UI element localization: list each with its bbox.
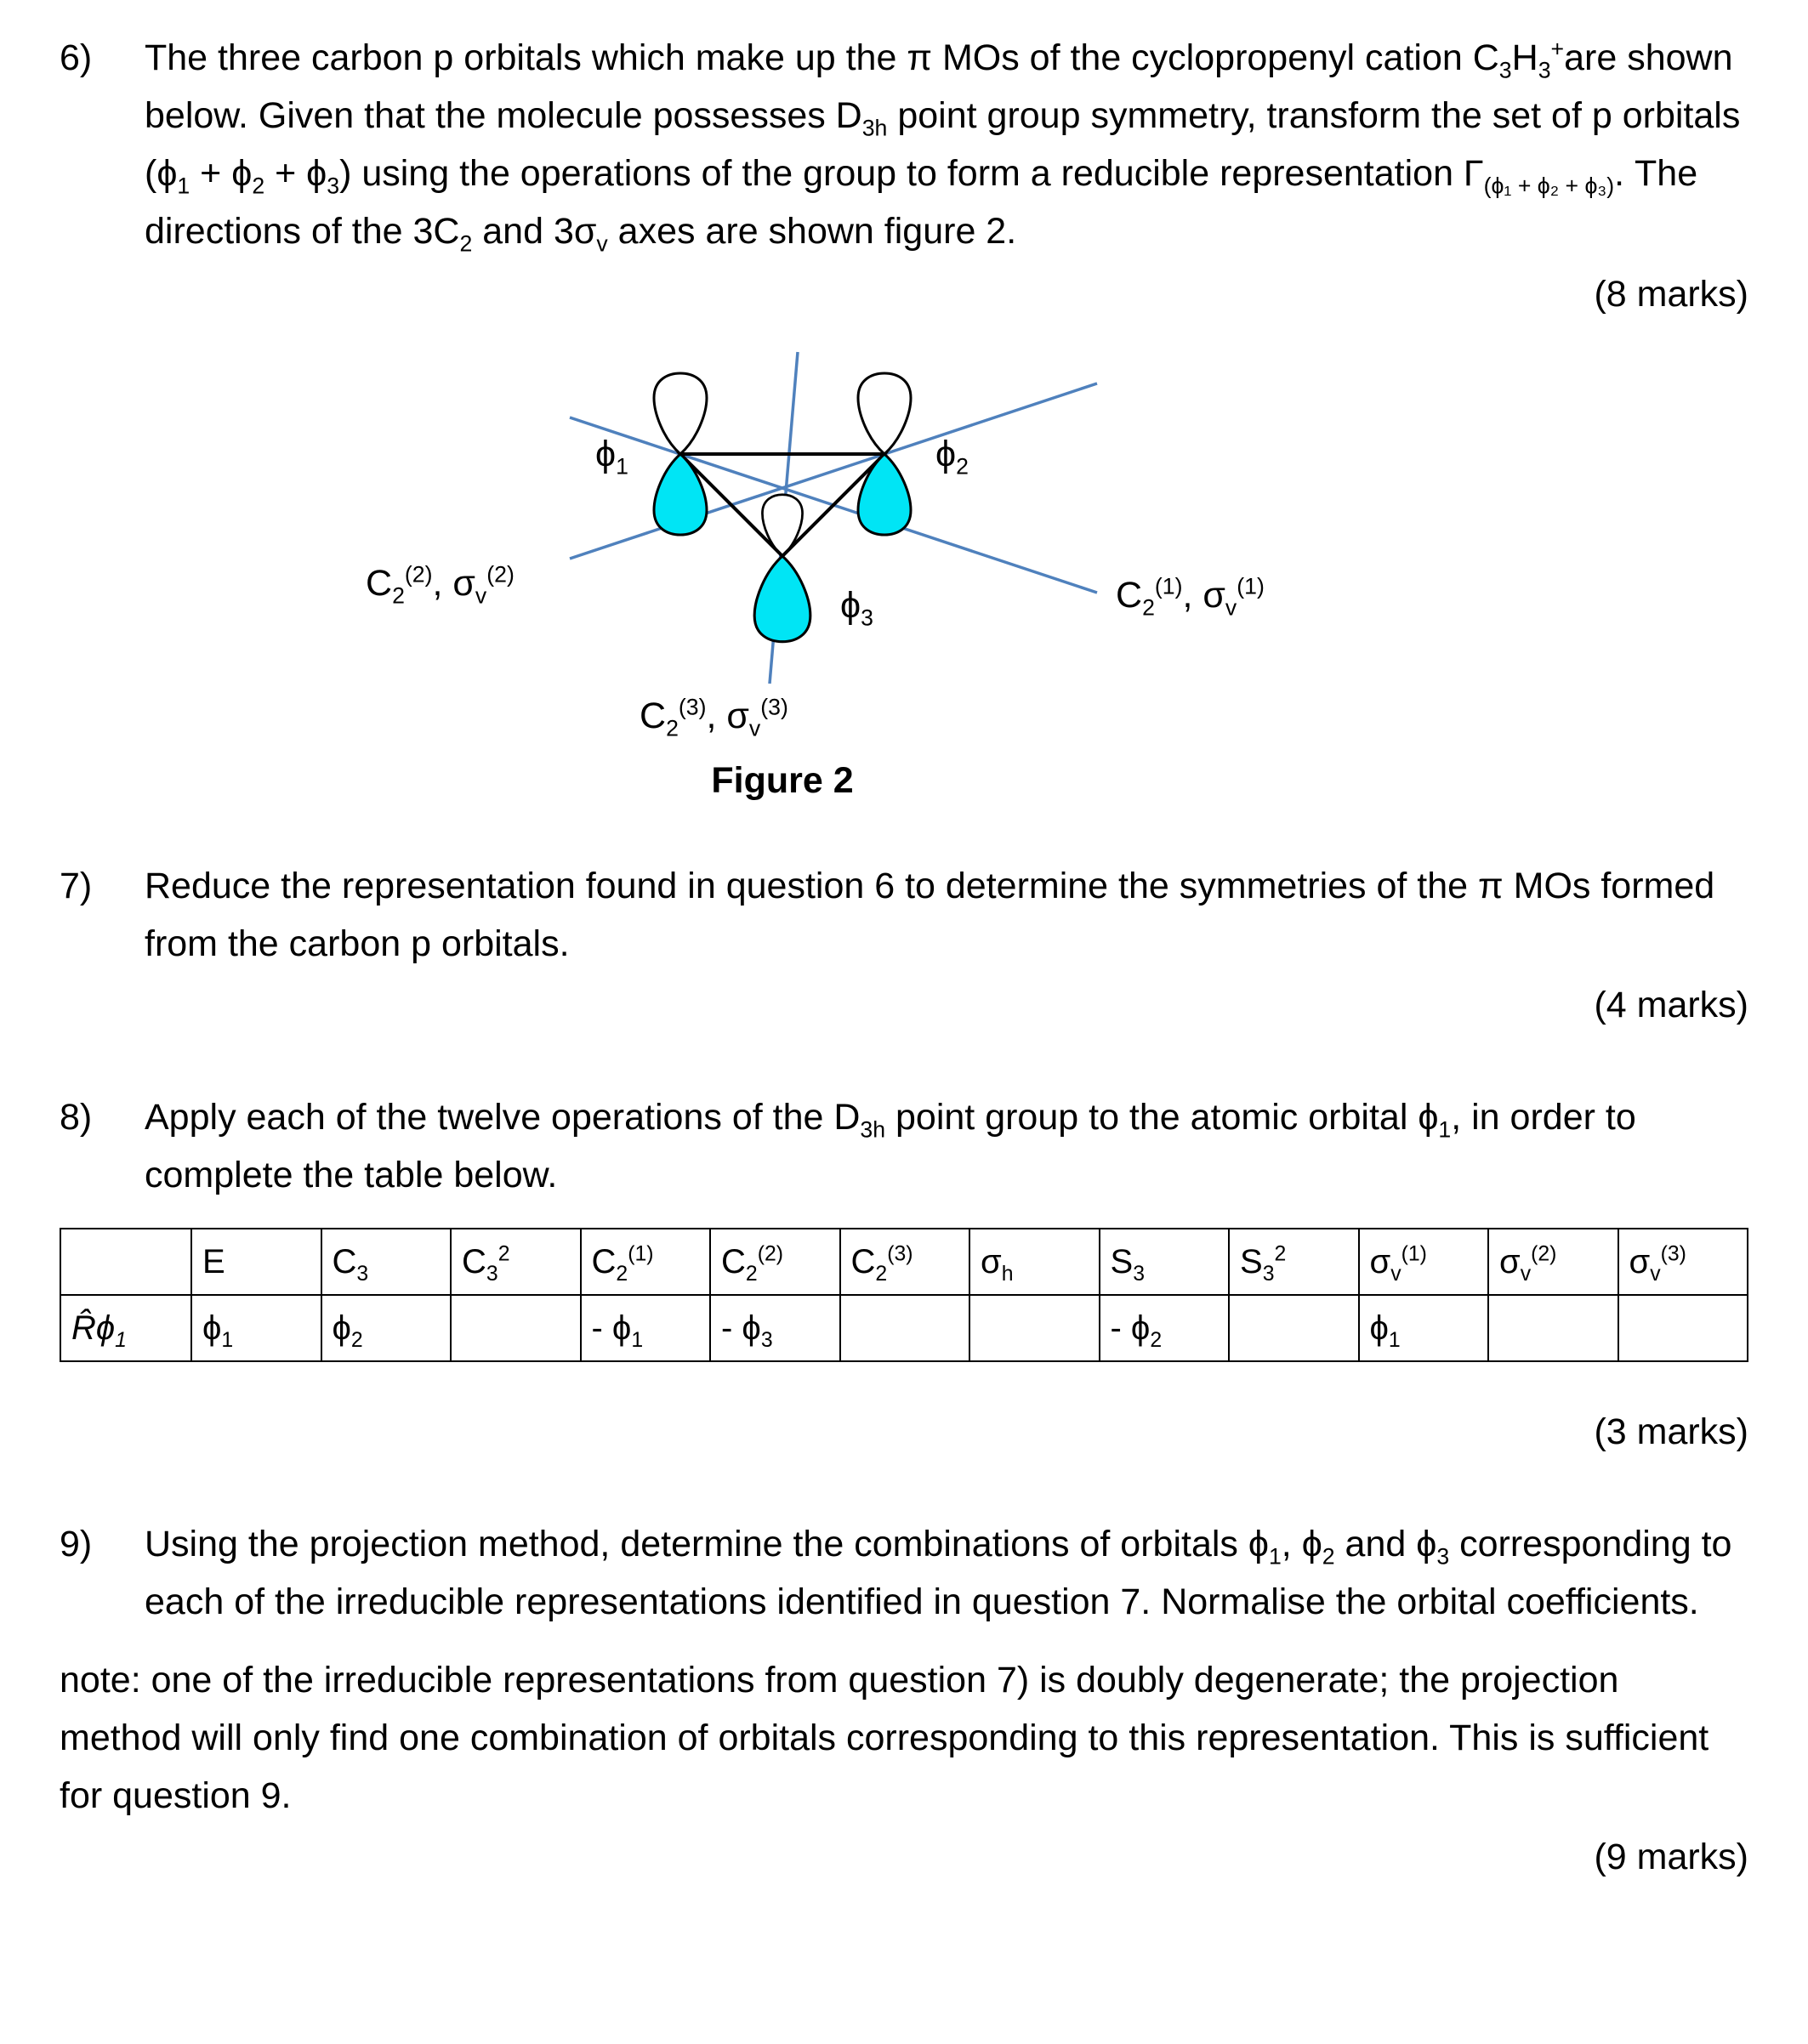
op-table-header-cell: $C_2^{(3)}$ [840, 1229, 970, 1295]
operations-table [60, 1228, 1748, 1362]
phi1-lower-lobe [654, 454, 707, 535]
question-7-marks: (4 marks) [1594, 985, 1748, 1025]
c2-axis-3-label: $C_2^{(3)}$, $\sigma_v^{(3)}$ [640, 694, 788, 741]
op-table-header-cell: $S_3$ [1100, 1229, 1230, 1295]
op-table-header-cell: $C_2^{(2)}$ [710, 1229, 840, 1295]
question-6 [0, 29, 1808, 260]
op-table-cell: - $\phi_2$ [1100, 1295, 1230, 1361]
op-table-cell [840, 1295, 970, 1361]
question-6-text: The three carbon p orbitals which make up the π MOs of the cyclopropenyl cation $C_3H_3^+are$ shown below. Given that the molecule possesses $D_{3h}$ point group symmetry, transform the set of p orbitals $(\phi_1 + \phi_2 + \phi_3)$ using the operations of the group to form a reducible representation $\Gamma_{(\phi_1 + \phi_2 + \phi_3)}$. The directions of the $3C_2$ and $3\sigma_v$ axes are shown figure 2. [145, 36, 1741, 257]
op-table-cell [1488, 1295, 1618, 1361]
op-table-header-cell: $C_3^2$ [451, 1229, 581, 1295]
phi2-lower-lobe [858, 454, 911, 535]
op-table-header-row [60, 1229, 1748, 1295]
note-paragraph: note: one of the irreducible representations from question 7) is doubly degenerate; the projection method will only find one combination of orbitals corresponding to this representation. This is sufficient for question 9. [60, 1660, 1709, 1816]
op-table-row-label: $R̂\phi_1$ [60, 1295, 191, 1361]
op-table-header-cell: $\sigma_v^{(2)}$ [1488, 1229, 1618, 1295]
op-table-header-cell: $S_3^2$ [1229, 1229, 1359, 1295]
op-table-header-cell: $C_3$ [321, 1229, 452, 1295]
figure-2-caption: Figure 2 [711, 760, 854, 801]
question-7-number: 7) [60, 866, 93, 906]
question-6-marks: (8 marks) [1594, 274, 1748, 315]
phi1-label: $\phi_1$ [595, 434, 628, 480]
phi1-upper-lobe [654, 373, 707, 454]
op-table-cell: - $\phi_3$ [710, 1295, 840, 1361]
phi2-upper-lobe [858, 373, 911, 454]
op-table-cell: $\phi_1$ [1359, 1295, 1489, 1361]
c2-axis-2-label: $C_2^{(2)}$, $\sigma_v^{(2)}$ [366, 561, 515, 609]
c2-axis-2-line [570, 383, 1097, 559]
phi2-label: $\phi_2$ [935, 434, 969, 480]
question-8-text: Apply each of the twelve operations of the $D_{3h}$ point group to the atomic orbital $\phi_1$, in order to complete the table below. [145, 1097, 1636, 1195]
op-table-cell: $\phi_1$ [191, 1295, 321, 1361]
op-table-header-cell: $\sigma_h$ [969, 1229, 1100, 1295]
figure-2 [340, 344, 1638, 752]
question-9-marks: (9 marks) [1594, 1837, 1748, 1877]
question-8-number: 8) [60, 1097, 93, 1138]
figure-2-drawing [340, 344, 1616, 743]
question-9-number: 9) [60, 1524, 93, 1564]
op-table-cell: - $\phi_1$ [581, 1295, 711, 1361]
question-7 [0, 857, 1808, 973]
op-table-header-cell: E [191, 1229, 321, 1295]
op-table-header-cell: $C_2^{(1)}$ [581, 1229, 711, 1295]
op-table-header-cell [60, 1229, 191, 1295]
op-table-header-cell: $\sigma_v^{(1)}$ [1359, 1229, 1489, 1295]
op-table-cell [1618, 1295, 1748, 1361]
question-7-text: Reduce the representation found in question 6 to determine the symmetries of the π MOs formed from the carbon p orbitals. [145, 866, 1715, 964]
phi3-label: $\phi_3$ [840, 585, 873, 631]
op-table-data-row [60, 1295, 1748, 1361]
op-table-cell: $\phi_2$ [321, 1295, 452, 1361]
phi3-upper-lobe [762, 495, 802, 556]
op-table-cell [969, 1295, 1100, 1361]
question-8-marks: (3 marks) [1594, 1411, 1748, 1452]
question-8 [0, 1088, 1808, 1204]
op-table-cell [1229, 1295, 1359, 1361]
question-9 [0, 1515, 1808, 1631]
c2-axis-1-label: $C_2^{(1)}$, $\sigma_v^{(1)}$ [1116, 573, 1265, 621]
question-9-text: Using the projection method, determine the combinations of orbitals $\phi_1$, $\phi_2$ and $\phi_3$ corresponding to each of the irreducible representations identified in question 7. Normalise the orbital coefficients. [145, 1524, 1732, 1622]
phi3-lower-lobe [754, 556, 810, 642]
op-table-cell [451, 1295, 581, 1361]
question-6-number: 6) [60, 37, 93, 78]
op-table-header-cell: $\sigma_v^{(3)}$ [1618, 1229, 1748, 1295]
